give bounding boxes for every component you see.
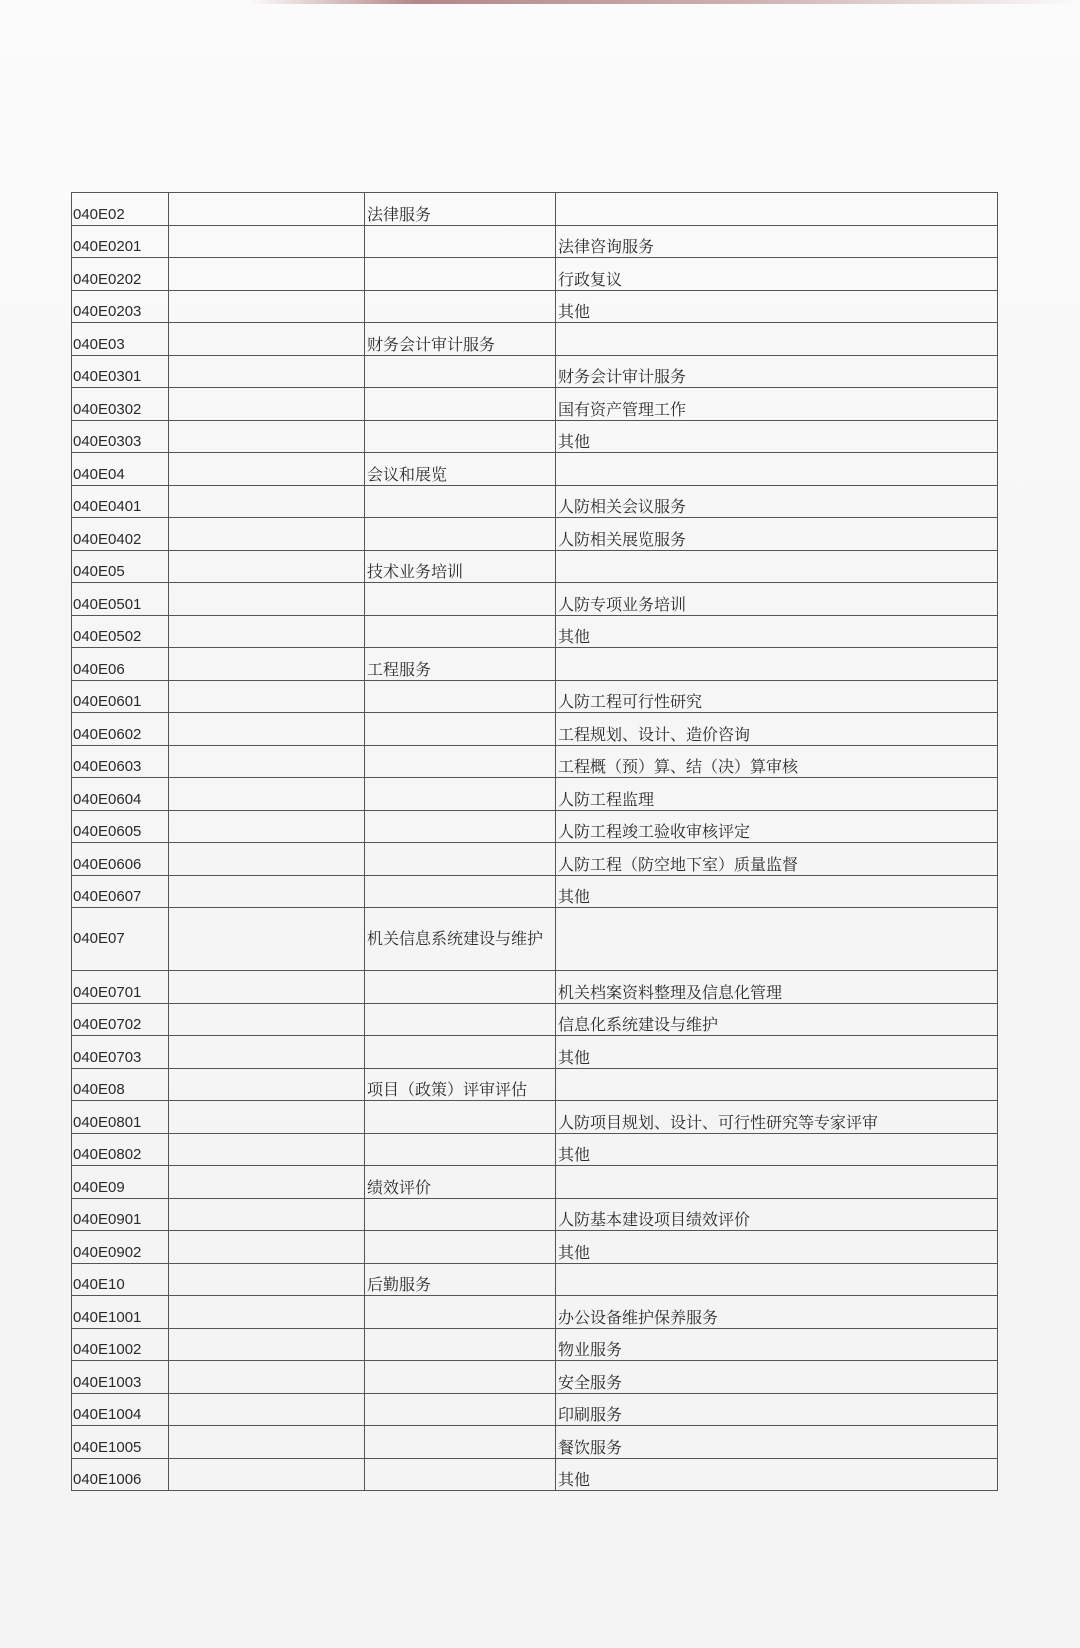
table-row <box>72 843 998 876</box>
item-cell <box>556 323 998 356</box>
category-cell <box>365 1458 556 1491</box>
code-cell: 040E1004 <box>72 1393 169 1426</box>
table-row <box>72 1458 998 1491</box>
blank-cell <box>169 485 365 518</box>
category-cell <box>365 1328 556 1361</box>
item-cell: 工程规划、设计、造价咨询 <box>556 713 998 746</box>
table-row <box>72 1101 998 1134</box>
code-cell: 040E0501 <box>72 583 169 616</box>
item-cell: 人防专项业务培训 <box>556 583 998 616</box>
code-cell: 040E1003 <box>72 1361 169 1394</box>
table-row <box>72 420 998 453</box>
category-cell <box>365 290 556 323</box>
code-cell: 040E0605 <box>72 810 169 843</box>
table-row <box>72 1328 998 1361</box>
code-cell: 040E0703 <box>72 1036 169 1069</box>
code-cell: 040E05 <box>72 550 169 583</box>
category-cell <box>365 388 556 421</box>
category-cell: 工程服务 <box>365 648 556 681</box>
item-cell: 国有资产管理工作 <box>556 388 998 421</box>
code-cell: 040E0203 <box>72 290 169 323</box>
category-cell <box>365 1133 556 1166</box>
category-cell <box>365 355 556 388</box>
item-cell: 餐饮服务 <box>556 1426 998 1459</box>
code-cell: 040E0702 <box>72 1003 169 1036</box>
category-cell <box>365 1231 556 1264</box>
code-cell: 040E08 <box>72 1068 169 1101</box>
item-cell: 人防工程竣工验收审核评定 <box>556 810 998 843</box>
category-cell <box>365 485 556 518</box>
category-cell <box>365 971 556 1004</box>
code-cell: 040E0802 <box>72 1133 169 1166</box>
item-cell <box>556 453 998 486</box>
category-cell <box>365 875 556 908</box>
item-cell: 办公设备维护保养服务 <box>556 1296 998 1329</box>
category-cell <box>365 778 556 811</box>
category-cell: 机关信息系统建设与维护 <box>365 908 556 971</box>
table-row <box>72 615 998 648</box>
code-cell: 040E02 <box>72 193 169 226</box>
category-cell <box>365 1036 556 1069</box>
table-row <box>72 1068 998 1101</box>
code-cell: 040E0607 <box>72 875 169 908</box>
item-cell <box>556 648 998 681</box>
blank-cell <box>169 908 365 971</box>
table-row <box>72 680 998 713</box>
category-cell: 后勤服务 <box>365 1263 556 1296</box>
blank-cell <box>169 1361 365 1394</box>
category-cell <box>365 680 556 713</box>
code-cell: 040E0302 <box>72 388 169 421</box>
code-cell: 040E0604 <box>72 778 169 811</box>
item-cell: 人防基本建设项目绩效评价 <box>556 1198 998 1231</box>
blank-cell <box>169 971 365 1004</box>
category-cell: 财务会计审计服务 <box>365 323 556 356</box>
category-cell <box>365 843 556 876</box>
code-cell: 040E0901 <box>72 1198 169 1231</box>
table-row <box>72 1361 998 1394</box>
item-cell: 其他 <box>556 290 998 323</box>
blank-cell <box>169 258 365 291</box>
service-catalog-table <box>71 192 998 1491</box>
table-row <box>72 1426 998 1459</box>
code-cell: 040E0303 <box>72 420 169 453</box>
blank-cell <box>169 680 365 713</box>
item-cell: 机关档案资料整理及信息化管理 <box>556 971 998 1004</box>
blank-cell <box>169 1101 365 1134</box>
item-cell <box>556 908 998 971</box>
table-row <box>72 323 998 356</box>
blank-cell <box>169 225 365 258</box>
item-cell: 人防相关展览服务 <box>556 518 998 551</box>
category-cell: 技术业务培训 <box>365 550 556 583</box>
item-cell: 其他 <box>556 875 998 908</box>
page-top-edge-shadow <box>250 0 1080 4</box>
code-cell: 040E09 <box>72 1166 169 1199</box>
category-cell <box>365 810 556 843</box>
item-cell: 其他 <box>556 1231 998 1264</box>
blank-cell <box>169 583 365 616</box>
blank-cell <box>169 778 365 811</box>
item-cell: 行政复议 <box>556 258 998 291</box>
blank-cell <box>169 290 365 323</box>
code-cell: 040E0201 <box>72 225 169 258</box>
code-cell: 040E0301 <box>72 355 169 388</box>
code-cell: 040E0602 <box>72 713 169 746</box>
code-cell: 040E0202 <box>72 258 169 291</box>
table-row <box>72 1263 998 1296</box>
code-cell: 040E0902 <box>72 1231 169 1264</box>
blank-cell <box>169 1198 365 1231</box>
category-cell <box>365 745 556 778</box>
table-row <box>72 971 998 1004</box>
blank-cell <box>169 420 365 453</box>
item-cell <box>556 193 998 226</box>
table-row <box>72 778 998 811</box>
item-cell: 物业服务 <box>556 1328 998 1361</box>
table-row <box>72 1393 998 1426</box>
table-row <box>72 1133 998 1166</box>
item-cell: 其他 <box>556 1036 998 1069</box>
category-cell <box>365 1003 556 1036</box>
code-cell: 040E03 <box>72 323 169 356</box>
code-cell: 040E1006 <box>72 1458 169 1491</box>
item-cell <box>556 1068 998 1101</box>
table-row <box>72 485 998 518</box>
table-row <box>72 258 998 291</box>
code-cell: 040E0401 <box>72 485 169 518</box>
code-cell: 040E1001 <box>72 1296 169 1329</box>
table-body <box>72 193 998 1491</box>
item-cell: 法律咨询服务 <box>556 225 998 258</box>
table-row <box>72 648 998 681</box>
item-cell: 人防工程可行性研究 <box>556 680 998 713</box>
code-cell: 040E0606 <box>72 843 169 876</box>
table-row <box>72 388 998 421</box>
blank-cell <box>169 810 365 843</box>
blank-cell <box>169 323 365 356</box>
category-cell: 项目（政策）评审评估 <box>365 1068 556 1101</box>
blank-cell <box>169 1231 365 1264</box>
item-cell: 印刷服务 <box>556 1393 998 1426</box>
blank-cell <box>169 875 365 908</box>
table-row <box>72 1036 998 1069</box>
table-row <box>72 1231 998 1264</box>
table-row <box>72 518 998 551</box>
blank-cell <box>169 550 365 583</box>
table-row <box>72 583 998 616</box>
blank-cell <box>169 713 365 746</box>
table-row <box>72 810 998 843</box>
table-row <box>72 290 998 323</box>
category-cell <box>365 1426 556 1459</box>
item-cell: 其他 <box>556 1458 998 1491</box>
blank-cell <box>169 1296 365 1329</box>
category-cell <box>365 1198 556 1231</box>
table-row <box>72 908 998 971</box>
table-row <box>72 225 998 258</box>
table-row <box>72 745 998 778</box>
item-cell: 安全服务 <box>556 1361 998 1394</box>
table-row <box>72 1003 998 1036</box>
category-cell: 会议和展览 <box>365 453 556 486</box>
item-cell: 其他 <box>556 420 998 453</box>
blank-cell <box>169 615 365 648</box>
item-cell: 信息化系统建设与维护 <box>556 1003 998 1036</box>
code-cell: 040E0502 <box>72 615 169 648</box>
blank-cell <box>169 1133 365 1166</box>
table-row <box>72 193 998 226</box>
table-row <box>72 1166 998 1199</box>
item-cell: 其他 <box>556 615 998 648</box>
table-row <box>72 453 998 486</box>
category-cell <box>365 615 556 648</box>
catalog-table-container <box>71 192 997 1491</box>
code-cell: 040E06 <box>72 648 169 681</box>
code-cell: 040E0601 <box>72 680 169 713</box>
table-row <box>72 875 998 908</box>
blank-cell <box>169 1068 365 1101</box>
code-cell: 040E1002 <box>72 1328 169 1361</box>
category-cell <box>365 225 556 258</box>
code-cell: 040E0603 <box>72 745 169 778</box>
blank-cell <box>169 453 365 486</box>
code-cell: 040E0402 <box>72 518 169 551</box>
code-cell: 040E0701 <box>72 971 169 1004</box>
blank-cell <box>169 843 365 876</box>
blank-cell <box>169 648 365 681</box>
code-cell: 040E04 <box>72 453 169 486</box>
blank-cell <box>169 355 365 388</box>
item-cell: 人防工程（防空地下室）质量监督 <box>556 843 998 876</box>
blank-cell <box>169 1328 365 1361</box>
category-cell <box>365 1296 556 1329</box>
table-row <box>72 713 998 746</box>
table-row <box>72 355 998 388</box>
category-cell <box>365 1101 556 1134</box>
blank-cell <box>169 1166 365 1199</box>
category-cell: 绩效评价 <box>365 1166 556 1199</box>
table-row <box>72 1296 998 1329</box>
category-cell <box>365 713 556 746</box>
category-cell: 法律服务 <box>365 193 556 226</box>
item-cell: 其他 <box>556 1133 998 1166</box>
blank-cell <box>169 1003 365 1036</box>
blank-cell <box>169 388 365 421</box>
category-cell <box>365 583 556 616</box>
code-cell: 040E07 <box>72 908 169 971</box>
code-cell: 040E0801 <box>72 1101 169 1134</box>
blank-cell <box>169 1426 365 1459</box>
table-row <box>72 1198 998 1231</box>
item-cell <box>556 1263 998 1296</box>
item-cell: 人防项目规划、设计、可行性研究等专家评审 <box>556 1101 998 1134</box>
item-cell: 工程概（预）算、结（决）算审核 <box>556 745 998 778</box>
blank-cell <box>169 1393 365 1426</box>
blank-cell <box>169 1036 365 1069</box>
code-cell: 040E1005 <box>72 1426 169 1459</box>
blank-cell <box>169 745 365 778</box>
item-cell: 人防工程监理 <box>556 778 998 811</box>
blank-cell <box>169 1263 365 1296</box>
item-cell <box>556 1166 998 1199</box>
blank-cell <box>169 1458 365 1491</box>
category-cell <box>365 518 556 551</box>
category-cell <box>365 420 556 453</box>
category-cell <box>365 258 556 291</box>
category-cell <box>365 1361 556 1394</box>
table-row <box>72 550 998 583</box>
item-cell: 财务会计审计服务 <box>556 355 998 388</box>
blank-cell <box>169 518 365 551</box>
category-cell <box>365 1393 556 1426</box>
item-cell: 人防相关会议服务 <box>556 485 998 518</box>
item-cell <box>556 550 998 583</box>
blank-cell <box>169 193 365 226</box>
code-cell: 040E10 <box>72 1263 169 1296</box>
